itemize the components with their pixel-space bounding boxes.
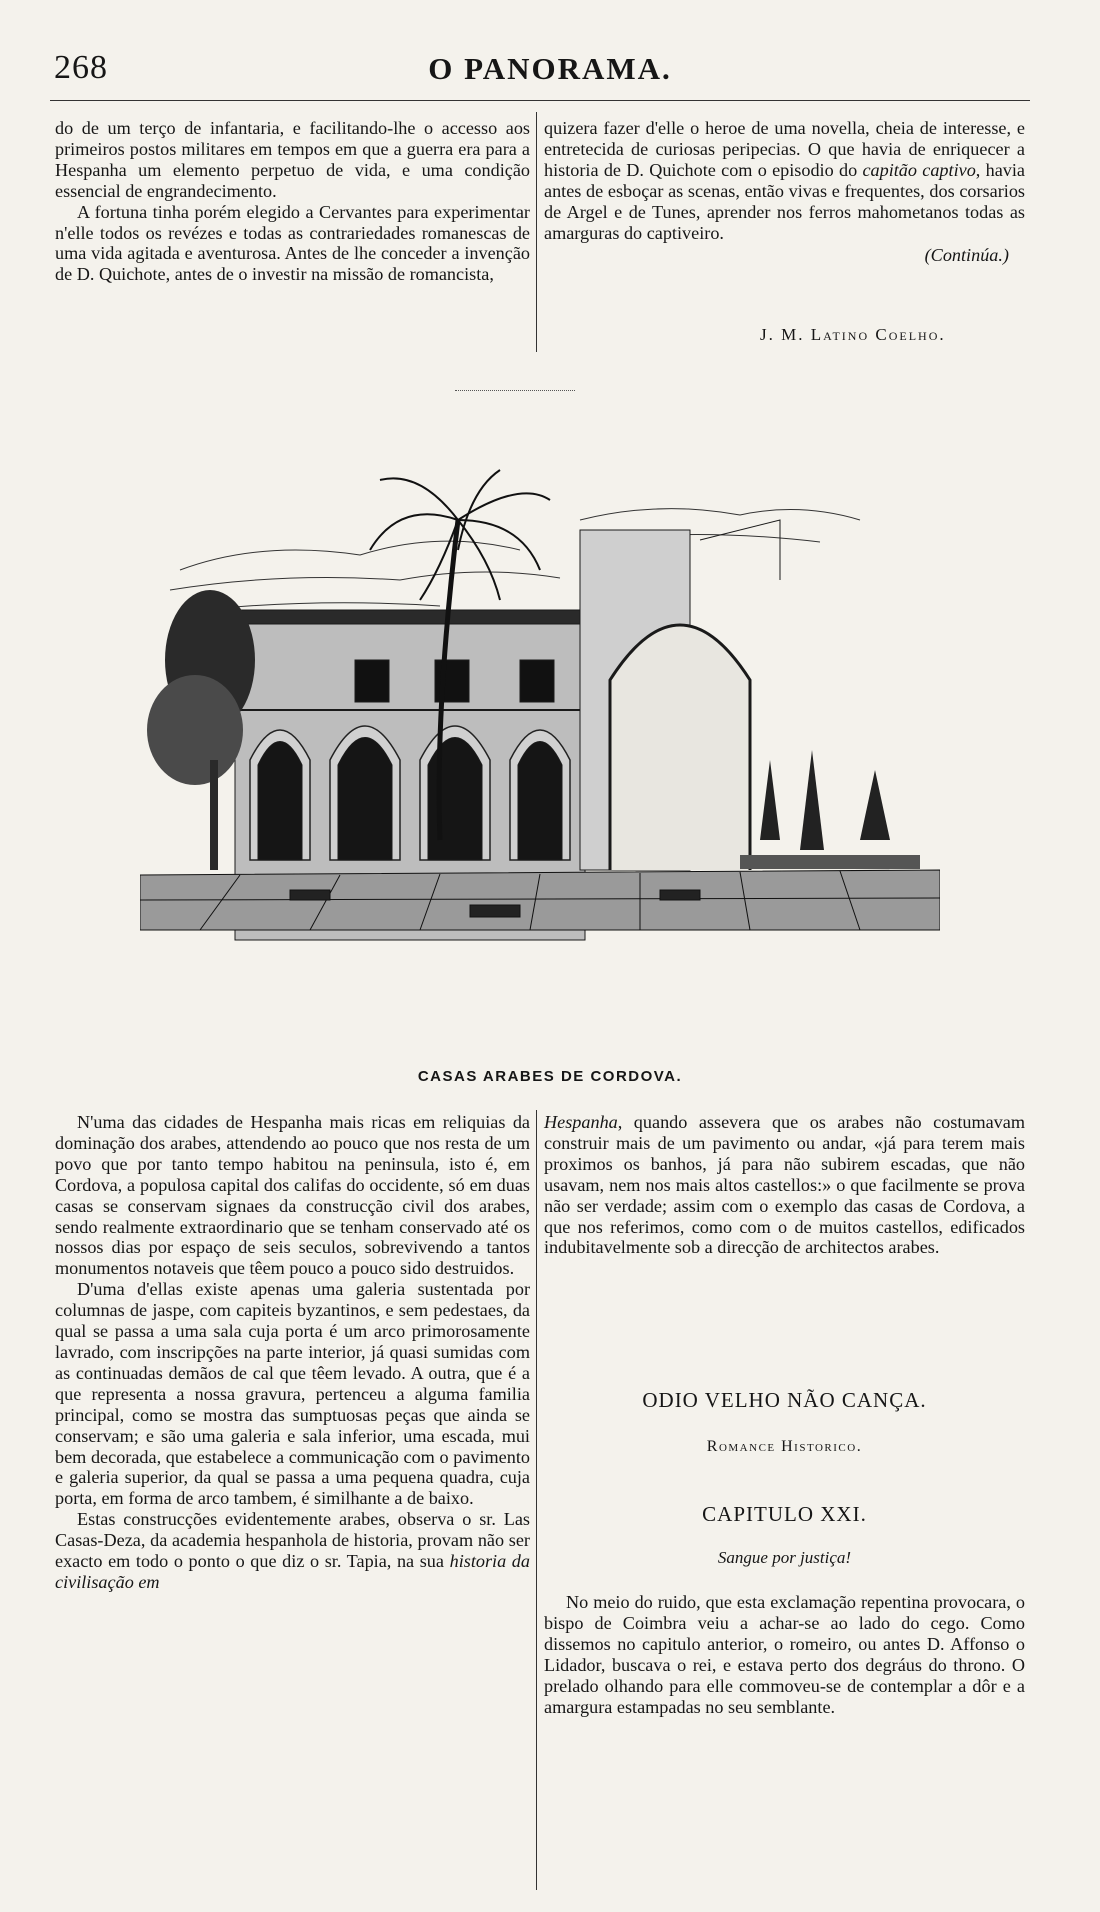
continued-note: (Continúa.): [924, 245, 1009, 266]
emphasis: capitão captivo: [862, 159, 976, 180]
text: , quando assevera que os arabes não costumavam construir mais de um pavimento ou andar, «já para terem mais proximos os banhos, já para não subirem escadas, que não usavam, nem nos mais altos castellos:» o que facilmente se prova não ser verdade; assim com o exemplo das casas de Cordova, a que nos referimos, como com o de muitos castellos, edificados indubitavelmente sob a direcção de architectos arabes.: [544, 1112, 1025, 1258]
paragraph: D'uma d'ellas existe apenas uma galeria sustentada por columnas de jaspe, com capiteis byzantinos, e sem pedestaes, da qual se passa a uma sala cuja porta é um arco primorosamente lavrado, com inscripções na parte interior, já quasi sumidas com as continuadas demãos de cal que têem levado. A outra, que é a que representa a nossa gravura, pertenceu a alguma familia principal, como se mostra das sumptuosas peças que ainda se conservam; e são uma galeria e sala inferior, uma escada, mui bem decorada, que estabelece a communicação com o pavimento e galeria superior, da qual se passa a uma pequena quadra, cuja porta, em forma de arco tambem, é similhante a de baixo.: [55, 1279, 530, 1509]
text: quizera fazer d'elle o heroe de uma novella, cheia de interesse, e entretecida de curiosas peripecias. O que havia de enriquecer a historia de D. Quichote com o episodio do: [544, 118, 1025, 180]
text: Estas construcções evidentemente arabes, observa o sr. Las Casas-Deza, da academia hespanhola de historia, provam não ser exacto em todo o ponto o que diz o sr. Tapia, na sua: [55, 1509, 530, 1572]
author-signature: J. M. Latino Coelho.: [760, 325, 946, 344]
page-header: [50, 45, 1050, 95]
chapter-epigraph: Sangue por justiça!: [717, 1548, 852, 1567]
paragraph: A fortuna tinha porém elegido a Cervantes para experimentar n'elle todos os revézes e todas as contrariedades romanescas de uma vida agitada e aventurosa. Antes de lhe conceder a invenção de D. Quichote, antes de o investir na missão de romancista,: [55, 201, 530, 285]
masthead: O PANORAMA.: [428, 51, 672, 86]
cervantes-article-right-column: [544, 118, 1025, 266]
separator-rule: [455, 390, 575, 391]
potted-plants: [740, 750, 920, 869]
paragraph: [544, 1112, 1025, 1258]
paragraph: [55, 1509, 530, 1593]
column-divider-top: [536, 112, 537, 352]
column-divider-bottom: [536, 1110, 537, 1890]
paragraph: N'uma das cidades de Hespanha mais ricas em reliquias da dominação dos arabes, attendendo ao pouco que nos resta de um povo que por tanto tempo habitou na peninsula, isto é, em Cordova, a populosa capital dos califas do occidente, só em duas casas se conservam signaes da construcção civil dos arabes, sendo realmente extraordinario que se tenham conservado até os nossos dias por espaço de seis seculos, sobrevivendo a tantos monumentos notaveis que têem pouco a pouco sido destruidos.: [55, 1112, 530, 1279]
paragraph: No meio do ruido, que esta exclamação repentina provocara, o bispo de Coimbra veiu a achar-se ao lado do cego. Como dissemos no capitulo anterior, o romeiro, ou antes D. Affonso o Lidador, buscava o rei, e estava perto dos degráus do throno. O prelado olhando para elle commoveu-se de contemplar a dôr e a amargura estampadas no seu semblante.: [544, 1592, 1025, 1717]
engraving-caption: CASAS ARABES DE CORDOVA.: [417, 1068, 683, 1085]
novel-title: ODIO VELHO NÃO CANÇA.: [642, 1388, 927, 1412]
arch-gateway: [580, 520, 780, 870]
cervantes-article-left-column: [55, 118, 530, 285]
novel-subtitle: Romance Historico.: [706, 1438, 863, 1455]
paragraph: do de um terço de infantaria, e facilitando-lhe o accesso aos primeiros postos militares em tempos em que a guerra era para a Hespanha um elemento perpetuo de vida, e uma condição essencial de engrandecimento.: [55, 118, 530, 201]
paragraph: [544, 118, 1025, 243]
engraving-arab-houses-cordova: [140, 460, 940, 1040]
page-number: 268: [54, 49, 108, 86]
emphasis: historia da civilisação em: [55, 1551, 530, 1592]
text: , havia antes de esboçar as scenas, então vivas e frequentes, dos corsarios de Argel e de Tunes, aprender nos ferros mahometanos todas as amarguras do captiveiro.: [544, 159, 1025, 243]
chapter-heading: CAPITULO XXI.: [702, 1502, 867, 1526]
emphasis: Hespanha: [544, 1112, 618, 1132]
courtyard-floor: [140, 870, 940, 930]
cordova-article-right-column: [544, 1112, 1025, 1258]
cordova-article-left-column: [55, 1112, 530, 1593]
novel-text-column: [544, 1592, 1025, 1717]
sky-clouds: [170, 509, 860, 610]
header-rule: [50, 100, 1030, 101]
